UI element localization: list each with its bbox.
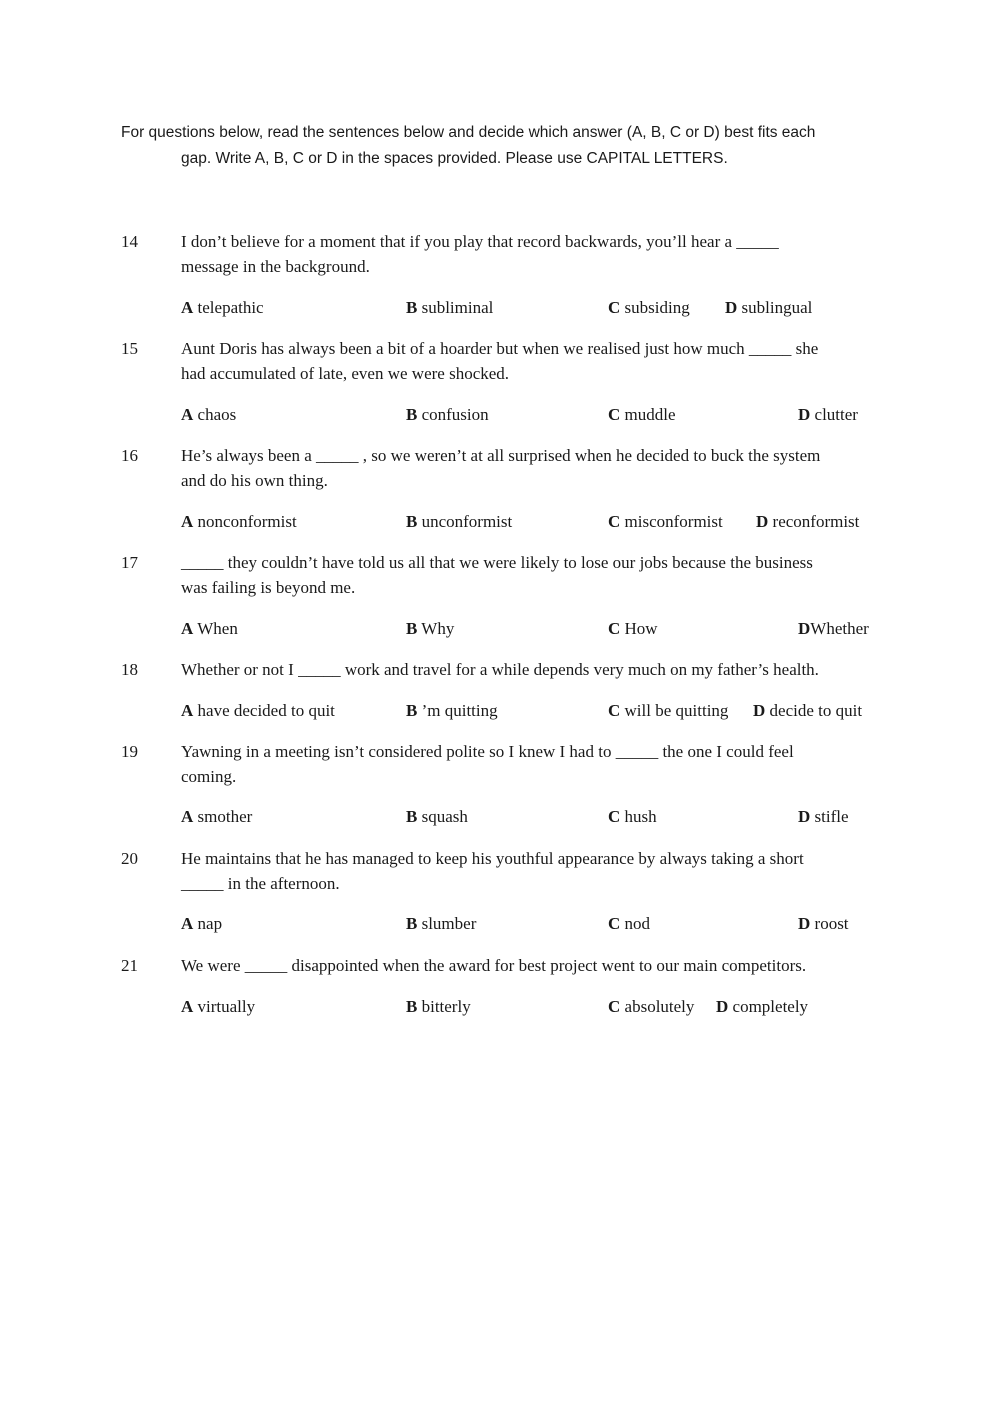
- option-c: C subsiding: [608, 298, 690, 317]
- answer-options: [0, 617, 1000, 641]
- instructions-line-2: gap. Write A, B, C or D in the spaces provided. Please use CAPITAL LETTERS.: [181, 150, 728, 167]
- option-b: B Why: [406, 619, 455, 638]
- option-a: A When: [181, 619, 238, 638]
- option-b: B squash: [406, 807, 468, 826]
- question-text: [181, 337, 881, 386]
- answer-options: [0, 296, 1000, 320]
- question-line-2: message in the background.: [181, 256, 370, 276]
- question-line-1: Aunt Doris has always been a bit of a hoarder but when we realised just how much _____ she: [181, 339, 819, 358]
- option-b: B subliminal: [406, 298, 494, 317]
- option-c: C hush: [608, 807, 657, 826]
- option-a: A nonconformist: [181, 512, 297, 531]
- option-b: B bitterly: [406, 997, 471, 1016]
- option-a: A telepathic: [181, 298, 264, 317]
- question-number: 20: [121, 849, 138, 868]
- question-text: [181, 740, 881, 789]
- option-d: D reconformist: [756, 512, 860, 531]
- question-line-1: Yawning in a meeting isn’t considered polite so I knew I had to _____ the one I could feel: [181, 742, 794, 761]
- option-c: C will be quitting: [608, 701, 729, 720]
- option-d: D decide to quit: [753, 701, 863, 720]
- option-d: DWhether: [798, 619, 869, 638]
- question-number: 16: [121, 446, 138, 465]
- question-line-2: and do his own thing.: [181, 470, 328, 490]
- option-c: C absolutely: [608, 997, 695, 1016]
- option-a: A nap: [181, 914, 223, 933]
- option-d: D stifle: [798, 807, 849, 826]
- answer-options: [0, 403, 1000, 427]
- question-number: 21: [121, 956, 138, 975]
- question-line-1: Whether or not I _____ work and travel for a while depends very much on my father’s health.: [181, 660, 819, 679]
- question-text: [181, 954, 881, 979]
- question-line-1: He maintains that he has managed to keep his youthful appearance by always taking a short: [181, 849, 804, 868]
- question-text: [181, 658, 881, 683]
- option-a: A virtually: [181, 997, 256, 1016]
- question-text: [181, 847, 881, 896]
- option-c: C muddle: [608, 405, 676, 424]
- question-number: 18: [121, 660, 138, 679]
- question-line-1: He’s always been a _____ , so we weren’t at all surprised when he decided to buck the system: [181, 446, 821, 465]
- question-line-2: had accumulated of late, even we were shocked.: [181, 363, 510, 383]
- option-a: A have decided to quit: [181, 701, 335, 720]
- option-b: B ’m quitting: [406, 701, 498, 720]
- question-number: 14: [121, 232, 138, 251]
- option-a: A chaos: [181, 405, 237, 424]
- question-line-1: We were _____ disappointed when the award for best project went to our main competitors.: [181, 956, 807, 975]
- instructions: [121, 120, 891, 172]
- question-line-1: _____ they couldn’t have told us all that we were likely to lose our jobs because the business: [181, 553, 813, 572]
- option-d: D sublingual: [725, 298, 813, 317]
- instructions-line-1: For questions below, read the sentences below and decide which answer (A, B, C or D) best fits each: [121, 124, 816, 141]
- answer-options: [0, 805, 1000, 829]
- question-number: 17: [121, 553, 138, 572]
- option-d: D roost: [798, 914, 849, 933]
- question-line-2: was failing is beyond me.: [181, 577, 356, 597]
- option-c: C nod: [608, 914, 651, 933]
- question-line-2: _____ in the afternoon.: [181, 873, 340, 893]
- question-line-2: coming.: [181, 766, 237, 786]
- option-b: B unconformist: [406, 512, 513, 531]
- option-b: B confusion: [406, 405, 489, 424]
- question-number: 15: [121, 339, 138, 358]
- option-d: D clutter: [798, 405, 858, 424]
- answer-options: [0, 912, 1000, 936]
- option-b: B slumber: [406, 914, 477, 933]
- question-text: [181, 444, 881, 493]
- option-a: A smother: [181, 807, 253, 826]
- answer-options: [0, 510, 1000, 534]
- question-line-1: I don’t believe for a moment that if you play that record backwards, you’ll hear a _____: [181, 232, 779, 251]
- question-text: [181, 551, 881, 600]
- question-number: 19: [121, 742, 138, 761]
- answer-options: [0, 995, 1000, 1019]
- option-c: C misconformist: [608, 512, 723, 531]
- option-d: D completely: [716, 997, 809, 1016]
- answer-options: [0, 699, 1000, 723]
- option-c: C How: [608, 619, 658, 638]
- question-text: [181, 230, 881, 279]
